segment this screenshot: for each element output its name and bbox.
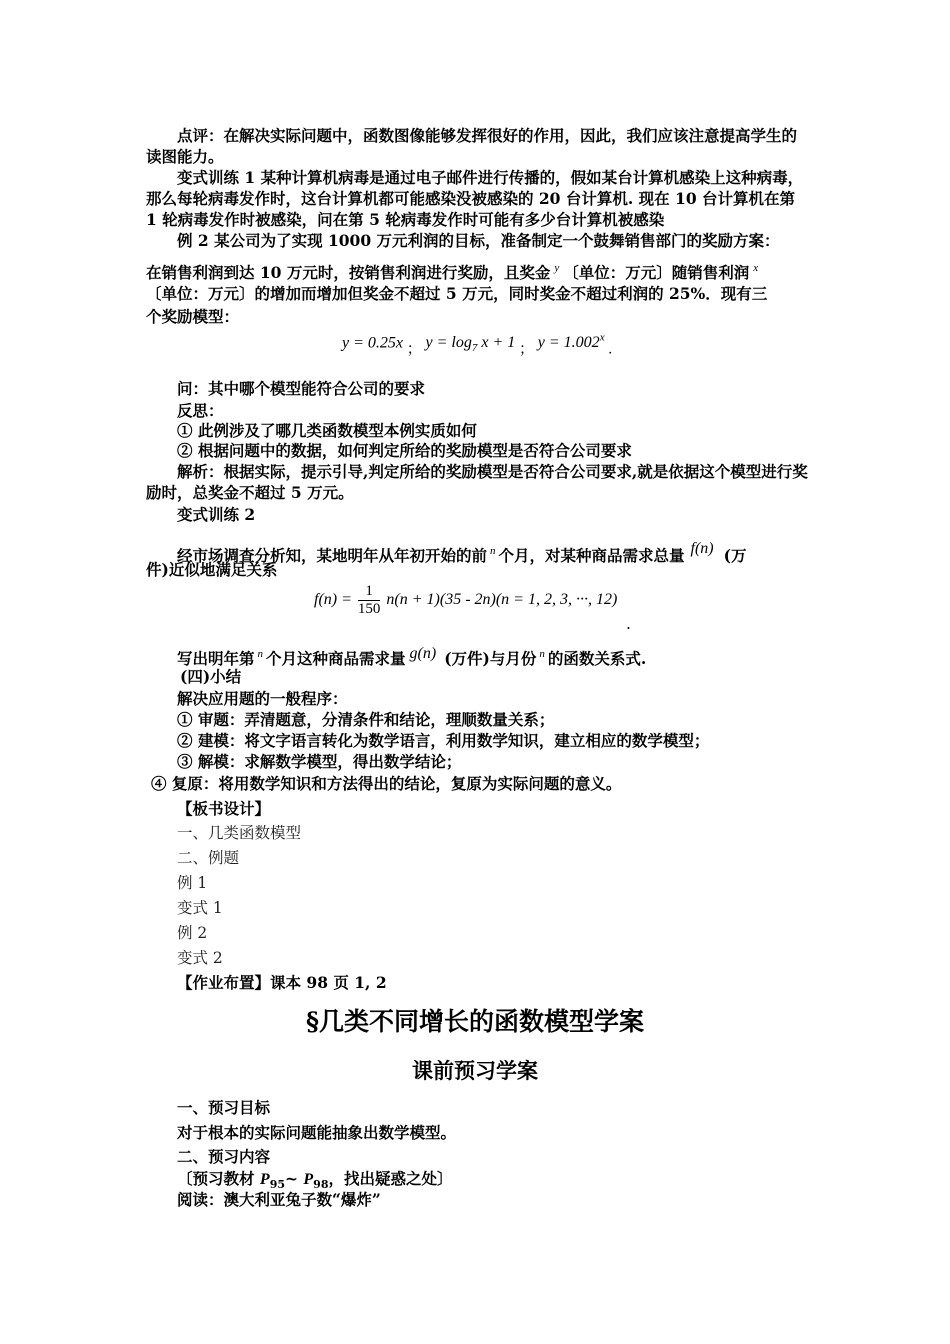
variant-1-text: 某种计算机病毒是通过电子邮件进行传播的，假如某台计算机感染上这种病毒，那么每轮病毒发作时，这台计算机都可能感染没被感染的 20 台计算机. 现在 10 台计算机在第 1 轮病毒发作时被感染，问在第 5 轮病毒发作时可能有多少台计算机被感染 bbox=[146, 168, 804, 229]
step-4-key: ④ 复原 bbox=[151, 774, 203, 793]
model-3 bbox=[538, 334, 605, 351]
board-item-5: 例 2 bbox=[177, 924, 208, 942]
var-x: x bbox=[753, 262, 759, 274]
variant-2-line2: 件)近似地满足关系 bbox=[146, 560, 278, 579]
tilde: ~ bbox=[285, 1169, 304, 1188]
board-design-heading: 【板书设计】 bbox=[177, 799, 271, 818]
model-2-base: 7 bbox=[471, 342, 478, 355]
step-3 bbox=[177, 751, 461, 773]
step-1 bbox=[177, 709, 554, 731]
formula-end-dot: . bbox=[608, 341, 613, 358]
fraction-numerator: 1 bbox=[358, 583, 381, 601]
separator-1: ； bbox=[406, 341, 422, 358]
model-2-b: x + 1 bbox=[477, 334, 516, 352]
page-ref-p95: P bbox=[259, 1171, 270, 1188]
preview-instruction-a: 〔预习教材 bbox=[177, 1169, 260, 1188]
homework-label: 【作业布置】 bbox=[177, 973, 271, 992]
board-item-1: 一、几类函数模型 bbox=[177, 824, 302, 842]
formula-dot: . bbox=[626, 615, 631, 633]
step-2-text: ：将文字语言转化为数学语言，利用数学知识，建立相应的数学模型； bbox=[228, 731, 710, 750]
variant-2-line1-b: 个月，对某种商品需求总量 bbox=[498, 546, 685, 565]
analysis-paragraph: 解析：根据实际，提示引导,判定所给的奖励模型是否符合公司要求,就是依据这个模型进行奖励时，总奖金不超过 5 万元。 bbox=[146, 462, 808, 502]
variant-2-line1-c: (万 bbox=[723, 546, 747, 565]
fraction bbox=[358, 583, 381, 618]
var-y: y bbox=[554, 262, 560, 274]
example-2-label: 例 2 bbox=[177, 231, 209, 250]
reflection-heading: 反思： bbox=[177, 401, 224, 420]
variant-2-line1-a: 经市场调查分析知，某地明年从年初开始的前 bbox=[177, 546, 488, 565]
step-4 bbox=[151, 773, 621, 795]
reward-models-formula bbox=[342, 328, 612, 360]
question: 问：其中哪个模型能符合公司的要求 bbox=[177, 379, 426, 398]
example-2-line1 bbox=[177, 230, 780, 251]
step-4-text: ：将用数学知识和方法得出的结论，复原为实际问题的意义。 bbox=[202, 774, 622, 793]
page-ref-95: 95 bbox=[269, 1178, 285, 1192]
model-3-a: y = 1.002 bbox=[537, 334, 600, 352]
example-2-line4: 个奖励模型： bbox=[146, 307, 240, 326]
board-item-3: 例 1 bbox=[177, 874, 208, 892]
variant-training-2-label: 变式训练 2 bbox=[177, 505, 256, 524]
summary-title: (四)小结 bbox=[180, 667, 242, 686]
example-2-line2-b: 〔单位：万元〕随销售利润 bbox=[563, 263, 750, 282]
comment-paragraph: 点评：在解决实际问题中，函数图像能够发挥很好的作用，因此，我们应该注意提高学生的读图能力。 bbox=[146, 126, 798, 166]
var-n-2: n bbox=[257, 648, 264, 660]
preview-instruction-b: ，找出疑惑之处〕 bbox=[328, 1169, 453, 1188]
write-c: (万件)与月份 bbox=[444, 649, 537, 668]
reading-line: 阅读：澳大利亚兔子数“爆炸” bbox=[177, 1190, 381, 1209]
board-item-2: 二、例题 bbox=[177, 849, 240, 867]
model-1: y = 0.25x bbox=[342, 334, 403, 352]
step-1-key: ① 审题 bbox=[177, 710, 229, 729]
var-n-1: n bbox=[490, 545, 496, 557]
formula-rhs: n(n + 1)(35 - 2n)(n = 1, 2, 3, ···, 12) bbox=[386, 591, 618, 608]
reflection-2: ② 根据问题中的数据，如何判定所给的奖励模型是否符合公司要求 bbox=[177, 441, 632, 460]
page-ref-98: 98 bbox=[313, 1178, 329, 1192]
write-instruction bbox=[177, 643, 646, 669]
step-1-text: ：弄清题意，分清条件和结论，理顺数量关系； bbox=[228, 710, 555, 729]
preview-content-heading: 二、预习内容 bbox=[177, 1147, 271, 1166]
fn-symbol: f(n) bbox=[690, 540, 714, 557]
example-2-line2-a: 在销售利润到达 10 万元时，按销售利润进行奖励，且奖金 bbox=[146, 263, 551, 282]
fraction-denominator: 150 bbox=[357, 600, 381, 617]
step-2 bbox=[177, 730, 709, 752]
summary-subtitle: 解决应用题的一般程序： bbox=[177, 689, 348, 708]
preview-goal-heading: 一、预习目标 bbox=[177, 1098, 271, 1117]
example-2-text: 某公司为了实现 1000 万元利润的目标，准备制定一个鼓舞销售部门的奖励方案： bbox=[208, 231, 780, 250]
formula-lhs: f(n) = bbox=[314, 591, 352, 608]
variant-training-1 bbox=[146, 167, 808, 230]
homework-text: 课本 98 页 1, 2 bbox=[270, 973, 387, 992]
demand-formula bbox=[314, 580, 617, 620]
preview-goal-text: 对于根本的实际问题能抽象出数学模型。 bbox=[177, 1123, 457, 1142]
write-d: 的函数关系式. bbox=[547, 649, 647, 668]
example-2-line2 bbox=[146, 258, 758, 283]
step-2-key: ② 建模 bbox=[177, 731, 229, 750]
page-subtitle: 课前预习学案 bbox=[412, 1058, 538, 1083]
board-item-4: 变式 1 bbox=[177, 899, 223, 917]
step-3-text: ：求解数学模型，得出数学结论； bbox=[228, 752, 462, 771]
page-ref-p98: P bbox=[303, 1171, 314, 1188]
separator-2: ； bbox=[519, 341, 535, 358]
homework bbox=[177, 972, 387, 994]
model-2-a: y = log bbox=[425, 334, 472, 352]
var-n-3: n bbox=[539, 648, 545, 660]
model-2 bbox=[425, 334, 516, 355]
example-2-line3: 〔单位：万元〕的增加而增加但奖金不超过 5 万元，同时奖金不超过利润的 25%．现有三 bbox=[146, 284, 768, 303]
model-3-exp: x bbox=[599, 332, 605, 344]
board-item-6: 变式 2 bbox=[177, 949, 223, 967]
step-3-key: ③ 解模 bbox=[177, 752, 229, 771]
page-title: §几类不同增长的函数模型学案 bbox=[305, 1007, 645, 1036]
variant-1-label: 变式训练 1 bbox=[177, 168, 256, 187]
write-a: 写出明年第 bbox=[177, 649, 255, 668]
write-b: 个月这种商品需求量 bbox=[266, 649, 406, 668]
reflection-1: ① 此例涉及了哪几类函数模型本例实质如何 bbox=[177, 421, 477, 440]
gn-symbol: g(n) bbox=[409, 645, 437, 662]
